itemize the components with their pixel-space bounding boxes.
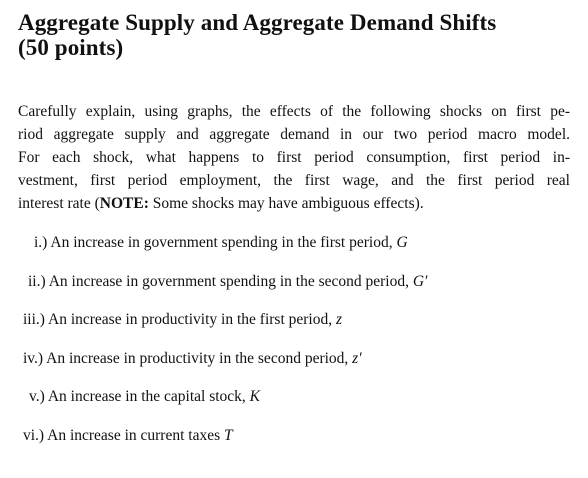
list-item — [18, 270, 574, 309]
intro-line-1: Carefully explain, using graphs, the effects of the following shocks on first pe- — [18, 103, 570, 120]
item-variable: z′ — [352, 349, 362, 367]
item-variable: K — [249, 388, 261, 405]
item-text: An increase in government spending in the first period, — [50, 234, 393, 251]
item-number: ii.) — [28, 272, 46, 290]
list-item — [18, 385, 574, 424]
intro-last-before: interest rate ( — [18, 195, 100, 212]
list-item — [18, 231, 574, 270]
intro-line-3: For each shock, what happens to first period consumption, first period in- — [18, 149, 570, 166]
note-label: NOTE: — [99, 195, 149, 212]
intro-paragraph — [18, 100, 570, 215]
item-text: An increase in government spending in the second period, — [48, 272, 409, 290]
item-text: An increase in the capital stock, — [47, 388, 246, 405]
item-number: i.) — [34, 234, 48, 251]
item-variable: z — [335, 311, 343, 328]
list-item — [18, 347, 574, 386]
item-variable: G — [396, 234, 408, 251]
item-number: iv.) — [23, 349, 44, 367]
shock-list — [18, 231, 574, 462]
list-item — [18, 424, 574, 463]
item-number: v.) — [29, 388, 45, 405]
item-variable: T — [224, 426, 233, 444]
document — [18, 10, 574, 478]
intro-last-after: Some shocks may have ambiguous effects). — [148, 195, 424, 212]
intro-line-2: riod aggregate supply and aggregate demand in our two period macro model. — [18, 126, 570, 143]
item-text: An increase in productivity in the first period, — [48, 311, 333, 328]
item-text: An increase in productivity in the second period, — [46, 349, 349, 367]
section-title — [18, 10, 574, 60]
item-number: vi.) — [23, 426, 45, 444]
title-line-1: Aggregate Supply and Aggregate Demand Shifts — [18, 10, 497, 35]
item-number: iii.) — [23, 311, 45, 328]
list-item — [18, 308, 574, 347]
item-text: An increase in current taxes — [47, 426, 221, 444]
title-line-2: (50 points) — [18, 35, 124, 60]
item-variable: G′ — [412, 272, 428, 290]
intro-line-5 — [18, 192, 570, 215]
intro-line-4: vestment, first period employment, the first wage, and the first period real — [18, 172, 570, 189]
